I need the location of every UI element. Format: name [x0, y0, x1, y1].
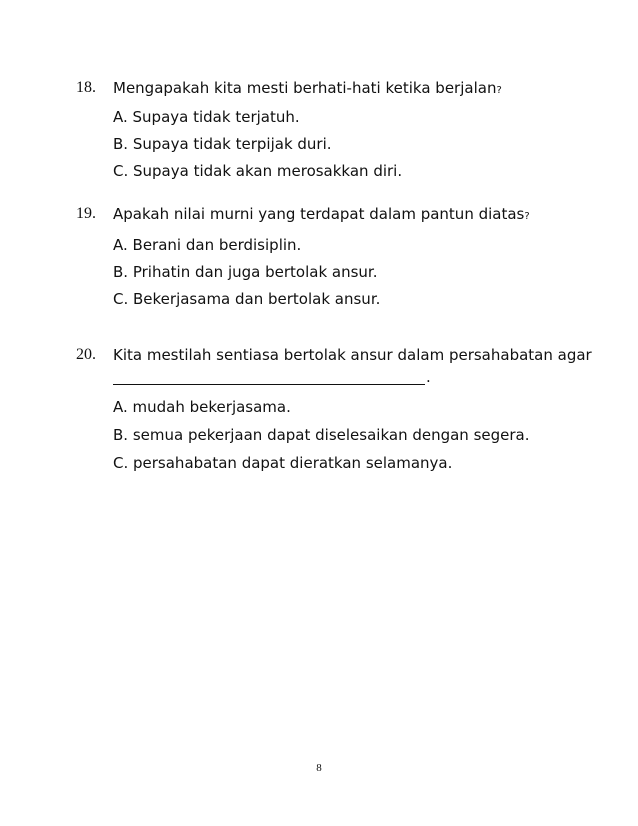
answer-blank-period: .: [426, 368, 431, 386]
question-18-option-a: A. Supaya tidak terjatuh.: [113, 108, 300, 126]
question-18-option-c: C. Supaya tidak akan merosakkan diri.: [113, 162, 403, 180]
page-number: 8: [316, 762, 322, 774]
question-19-option-c: C. Bekerjasama dan bertolak ansur.: [113, 290, 381, 308]
question-20-number: 20.: [76, 346, 96, 363]
answer-blank-line: [113, 384, 425, 385]
question-20-text: Kita mestilah sentiasa bertolak ansur dalam persahabatan agar: [113, 346, 592, 364]
question-18-text: [113, 79, 502, 97]
question-19-stem: Apakah nilai murni yang terdapat dalam pantun diatas: [113, 205, 525, 223]
question-20-option-a: A. mudah bekerjasama.: [113, 398, 291, 416]
question-20-option-b: B. semua pekerjaan dapat diselesaikan dengan segera.: [113, 426, 530, 444]
question-18-number: 18.: [76, 79, 96, 96]
question-19-option-a: A. Berani dan berdisiplin.: [113, 236, 302, 254]
question-19-text: [113, 205, 530, 223]
question-18-option-b: B. Supaya tidak terpijak duri.: [113, 135, 332, 153]
question-19-mark: ?: [524, 211, 530, 222]
question-18-mark: ?: [496, 85, 502, 96]
question-19-number: 19.: [76, 205, 96, 222]
question-18-stem: Mengapakah kita mesti berhati-hati ketika berjalan: [113, 79, 497, 97]
question-20-option-c: C. persahabatan dapat dieratkan selamanya.: [113, 454, 453, 472]
question-19-option-b: B. Prihatin dan juga bertolak ansur.: [113, 263, 378, 281]
